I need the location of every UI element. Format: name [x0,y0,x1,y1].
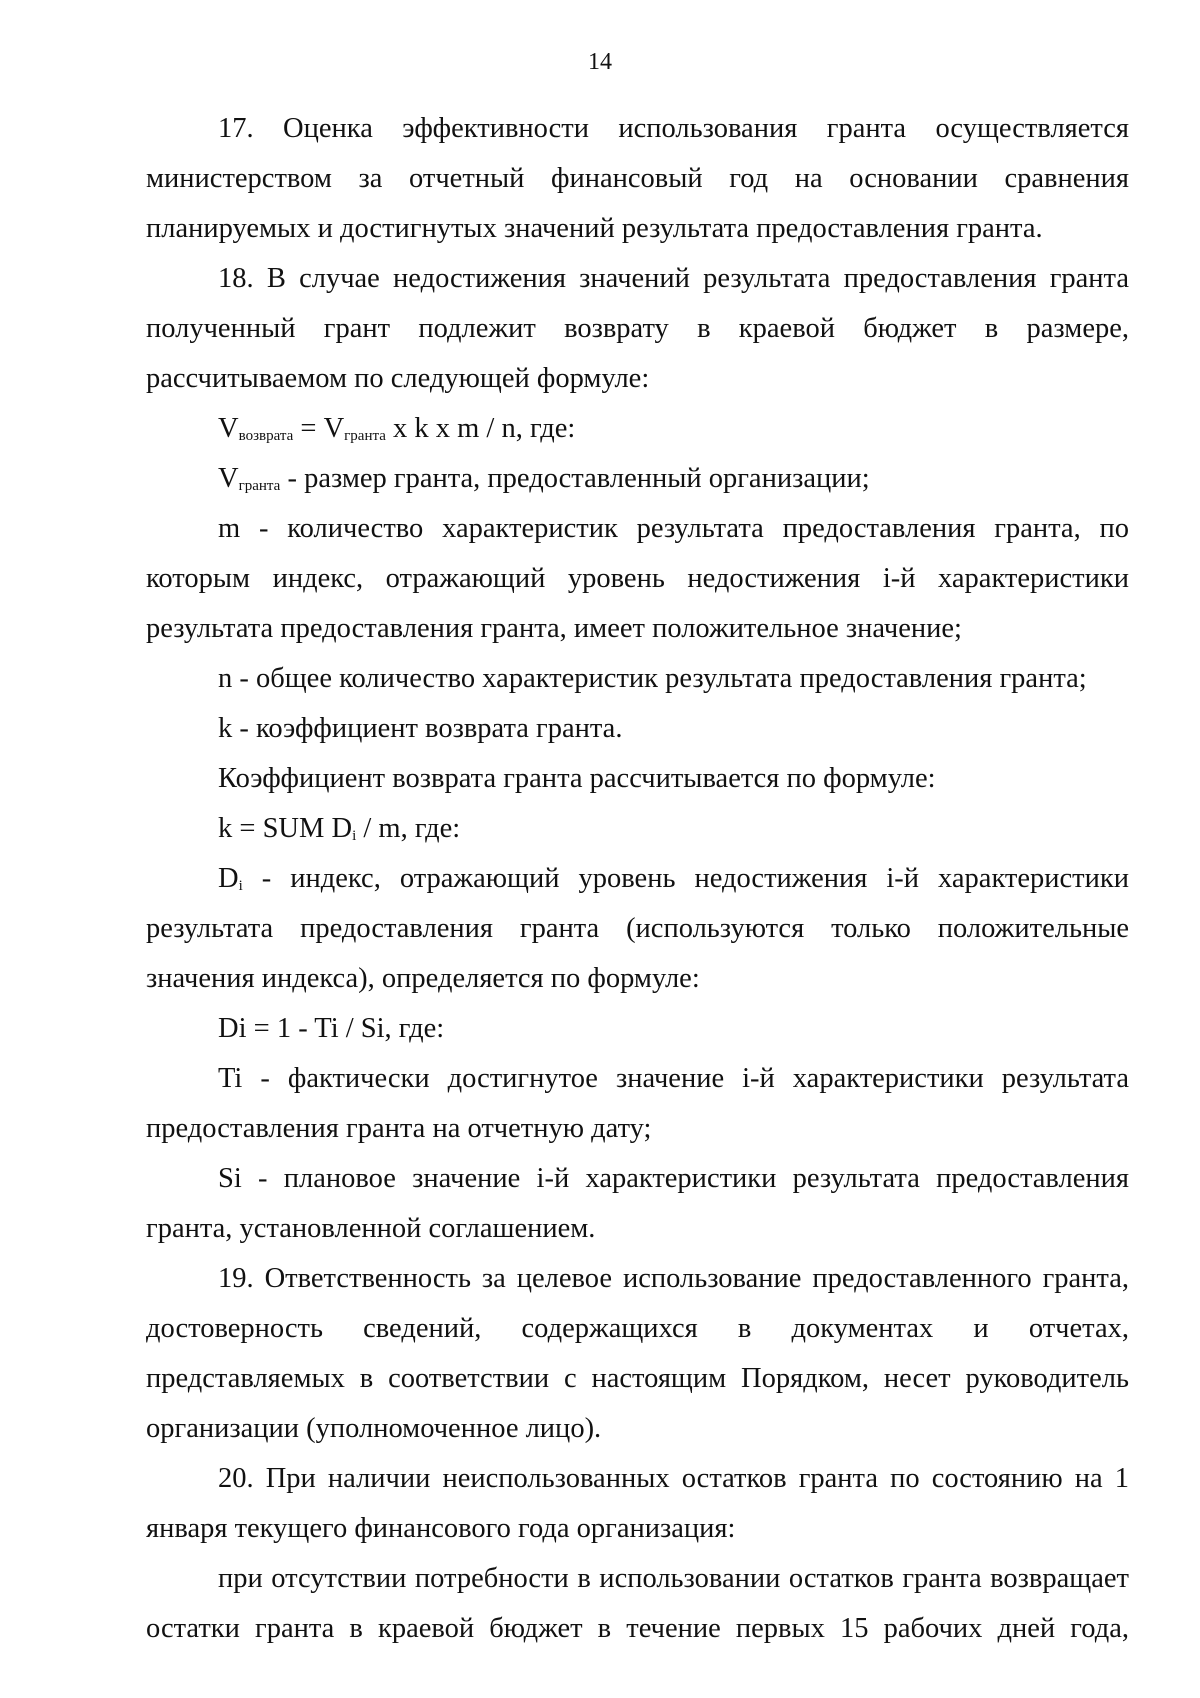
definition-di [146,854,1129,1004]
definition-m: m - количество характеристик результата предоставления гранта, по которым индекс, отражающий уровень недостижения i-й характеристики результата предоставления гранта, имеет положительное значение; [146,513,1129,644]
formula-di: Di = 1 - Ti / Si, где: [218,1013,445,1044]
def-v: V [218,463,239,494]
definition-si: Si - плановое значение i-й характеристики результата предоставления гранта, установленной соглашением. [146,1163,1129,1244]
paragraph-20: 20. При наличии неиспользованных остатков гранта по состоянию на 1 января текущего финансового года организация: [146,1463,1129,1544]
paragraph-17: 17. Оценка эффективности использования гранта осуществляется министерством за отчетный финансовый год на основании сравнения планируемых и достигнутых значений результата предоставления гранта. [146,113,1129,244]
formula-v: V [218,413,239,444]
def-d-sub: i [238,878,243,894]
formula-rest: x k x m / n, где: [385,413,576,444]
definition-n: n - общее количество характеристик результата предоставления гранта; [218,663,1087,694]
def-v-sub: гранта [238,478,281,494]
def-v-rest: - размер гранта, предоставленный организации; [280,463,870,494]
formula-return-amount [146,404,1129,454]
formula-eq: = V [293,413,345,444]
formula-sub-return: возврата [238,428,294,444]
k-formula-intro: Коэффициент возврата гранта рассчитывается по формуле: [218,763,936,794]
definition-ti: Ti - фактически достигнутое значение i-й характеристики результата предоставления гранта на отчетную дату; [146,1063,1129,1144]
definition-v-grant [146,454,1129,504]
def-d-rest: - индекс, отражающий уровень недостижения i-й характеристики результата предоставления гранта (используются только положительные значения индекса), определяется по формуле: [146,863,1129,994]
def-d: D [218,863,239,894]
document-body [146,104,1129,1654]
paragraph-19: 19. Ответственность за целевое использование предоставленного гранта, достоверность сведений, содержащихся в документах и отчетах, представляемых в соответствии с настоящим Порядком, несет руководитель организации (уполномоченное лицо). [146,1263,1129,1444]
formula-sub-grant: гранта [344,428,386,444]
definition-k: k - коэффициент возврата гранта. [218,713,623,744]
paragraph-20-a: при отсутствии потребности в использовании остатков гранта возвращает остатки гранта в краевой бюджет в течение первых 15 рабочих дней года, [146,1563,1129,1644]
formula-k-sub: i [352,828,357,844]
formula-k-a: k = SUM D [218,813,353,844]
page-number: 14 [588,49,612,75]
formula-k [146,804,1129,854]
formula-k-b: / m, где: [356,813,461,844]
paragraph-18: 18. В случае недостижения значений результата предоставления гранта полученный грант подлежит возврату в краевой бюджет в размере, рассчитываемом по следующей формуле: [146,263,1129,394]
